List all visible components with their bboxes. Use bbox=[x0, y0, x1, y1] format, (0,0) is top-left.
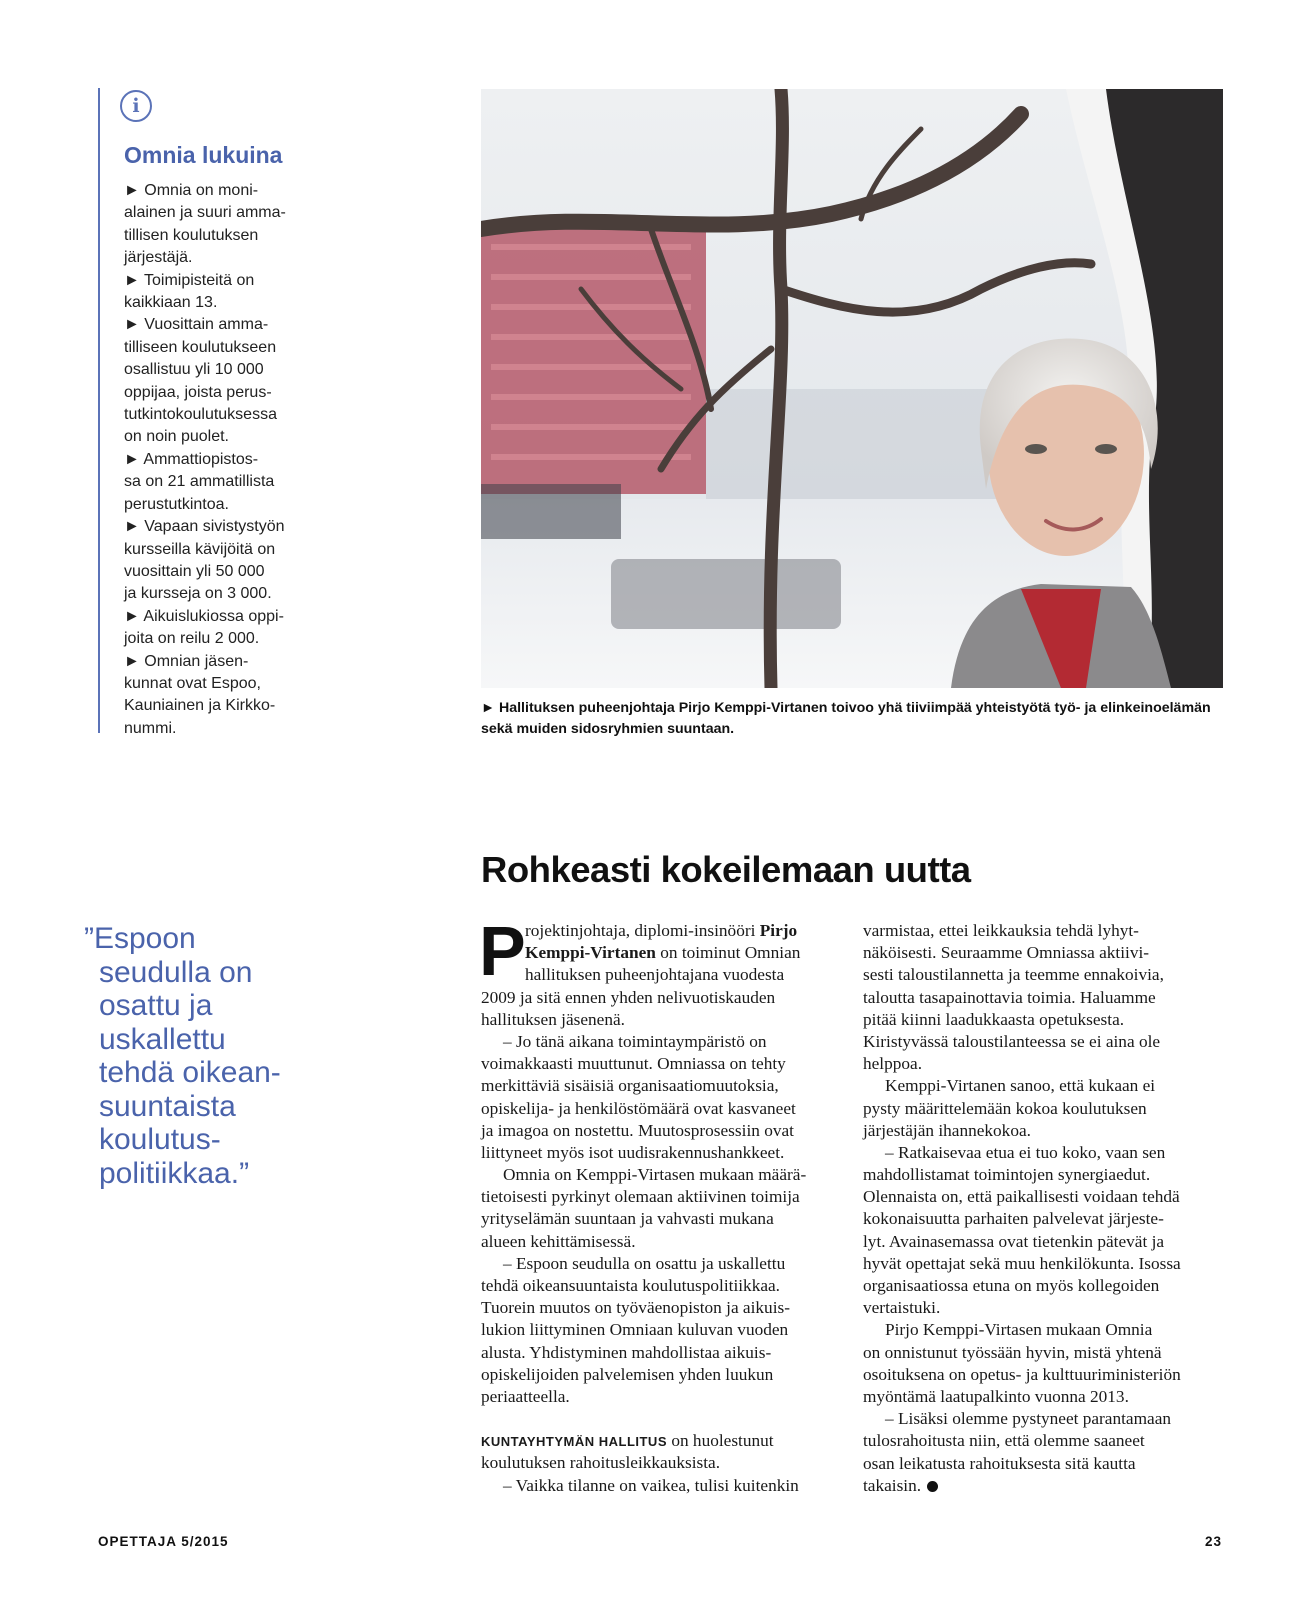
facts-line: ► Aikuislukiossa oppi- bbox=[124, 607, 284, 625]
article-headline: Rohkeasti kokeilemaan uutta bbox=[481, 849, 971, 890]
pull-quote-line: seudulla on bbox=[99, 955, 253, 989]
facts-line: osallistuu yli 10 000 bbox=[124, 361, 264, 379]
pull-quote-line: suuntaista bbox=[99, 1089, 236, 1123]
body-line: järjestäjän ihannekokoa. bbox=[863, 1120, 1031, 1140]
article-column-2 bbox=[863, 920, 1233, 1497]
body-line: Kemppi-Virtanen sanoo, että kukaan ei bbox=[885, 1076, 1156, 1096]
body-line bbox=[481, 942, 851, 964]
facts-box-title: Omnia lukuina bbox=[124, 142, 283, 168]
body-line: Olennaista on, että paikallisesti voidaan tehdä bbox=[863, 1187, 1180, 1207]
body-line: lukion liittyminen Omniaan kuluvan vuoden bbox=[481, 1320, 789, 1340]
facts-line: sa on 21 ammatillista bbox=[124, 473, 275, 491]
body-line: pysty määrittelemään kokoa koulutuksen bbox=[863, 1098, 1147, 1118]
body-line: ja imagoa on nostettu. Muutosprosessiin ovat bbox=[481, 1120, 794, 1140]
body-text: takaisin. bbox=[863, 1475, 922, 1495]
article-column-1 bbox=[479, 912, 851, 1497]
body-line: tulosrahoitusta niin, että olemme saaneet bbox=[863, 1431, 1145, 1451]
body-line: on onnistunut työssään hyvin, mistä yhtenä bbox=[863, 1342, 1162, 1362]
facts-line: kunnat ovat Espoo, bbox=[124, 674, 261, 692]
person-name: Pirjo bbox=[759, 921, 798, 940]
body-line: hallituksen puheenjohtajana vuodesta bbox=[525, 965, 785, 985]
facts-line: ► Vapaan sivistystyön bbox=[124, 518, 285, 536]
body-line: varmistaa, ettei leikkauksia tehdä lyhyt- bbox=[863, 921, 1139, 940]
body-line: yrityselämän suuntaan ja vahvasti mukana bbox=[481, 1209, 774, 1229]
pull-quote-line: uskallettu bbox=[99, 1022, 226, 1056]
body-line: – Jo tänä aikana toimintaympäristö on bbox=[503, 1031, 767, 1051]
pull-quote-line: politiikkaa.” bbox=[99, 1156, 250, 1190]
info-icon: i bbox=[120, 90, 152, 122]
facts-line: ja kursseja on 3 000. bbox=[124, 585, 272, 603]
facts-line: ► Ammattiopistos- bbox=[124, 450, 259, 468]
facts-line: kursseilla kävijöitä on bbox=[124, 540, 276, 558]
footer-publication: OPETTAJA 5/2015 bbox=[98, 1534, 229, 1549]
body-line: periaatteella. bbox=[481, 1386, 570, 1406]
pull-quote-line: ”Espoon bbox=[84, 922, 196, 955]
body-line: opiskelijoiden palvelemisen yhden luukun bbox=[481, 1364, 774, 1384]
body-line: näköisesti. Seuraamme Omniassa aktiivi- bbox=[863, 943, 1150, 963]
facts-line: tilliseen koulutukseen bbox=[124, 338, 277, 356]
body-line: merkittäviä sisäisiä organisaatiomuutoksia, bbox=[481, 1076, 779, 1096]
facts-line: perustutkintoa. bbox=[124, 495, 229, 513]
facts-line: järjestäjä. bbox=[124, 249, 193, 267]
facts-line: Kauniainen ja Kirkko- bbox=[124, 697, 276, 715]
body-text: on toiminut Omnian bbox=[655, 943, 801, 963]
facts-line: joita on reilu 2 000. bbox=[124, 630, 260, 648]
photo-caption: ► Hallituksen puheenjohtaja Pirjo Kemppi-Virtanen toivoo yhä tiiviimpää yhteistyötä työ- ja elinkeinoelämän sekä muiden sidosryhmien suuntaan. bbox=[481, 700, 1211, 737]
body-line: – Vaikka tilanne on vaikea, tulisi kuitenkin bbox=[503, 1475, 799, 1495]
facts-line: tutkintokoulutuksessa bbox=[124, 406, 277, 424]
body-line: lyt. Avainasemassa ovat tietenkin pätevät ja bbox=[863, 1231, 1165, 1251]
facts-line: ► Omnian jäsen- bbox=[124, 652, 249, 670]
body-line: taloutta tasapainottavia toimia. Haluamme bbox=[863, 987, 1156, 1007]
pull-quote-line: tehdä oikean- bbox=[99, 1056, 281, 1089]
pull-quote bbox=[84, 922, 364, 1190]
body-line: organisaatiossa etuna on myös kollegoiden bbox=[863, 1276, 1160, 1295]
section-lead: KUNTAYHTYMÄN HALLITUS bbox=[481, 1434, 667, 1450]
facts-line: on noin puolet. bbox=[124, 428, 229, 446]
facts-list bbox=[124, 180, 304, 740]
body-line: kokonaisuutta parhaiten palvelevat järjeste- bbox=[863, 1209, 1164, 1229]
pull-quote-line: osattu ja bbox=[99, 989, 213, 1022]
body-line: hyvät opettajat sekä muu henkilökunta. Isossa bbox=[863, 1253, 1181, 1273]
facts-box bbox=[98, 88, 310, 737]
drop-cap: P bbox=[479, 912, 526, 990]
person-name: Kemppi-Virtanen bbox=[525, 943, 656, 963]
facts-line: tillisen koulutuksen bbox=[124, 226, 259, 244]
facts-line: alainen ja suuri amma- bbox=[124, 204, 286, 222]
body-line: helppoa. bbox=[863, 1054, 923, 1074]
body-line: tietoisesti pyrkinyt olemaan aktiivinen toimija bbox=[481, 1187, 800, 1207]
facts-line: nummi. bbox=[124, 719, 177, 737]
facts-line: ► Vuosittain amma- bbox=[124, 316, 269, 334]
body-line: alusta. Yhdistyminen mahdollistaa aikuis- bbox=[481, 1342, 772, 1362]
body-line: opiskelija- ja henkilöstömäärä ovat kasvaneet bbox=[481, 1098, 796, 1118]
body-line: – Ratkaisevaa etua ei tuo koko, vaan sen bbox=[885, 1142, 1166, 1162]
body-line: myöntämä laatupalkinto vuonna 2013. bbox=[863, 1386, 1129, 1406]
body-line: Kiristyvässä taloustilanteessa se ei aina ole bbox=[863, 1031, 1161, 1051]
body-text: rojektinjohtaja, diplomi-insinööri bbox=[525, 921, 760, 940]
facts-line: ► Toimipisteitä on bbox=[124, 271, 255, 289]
body-line: – Espoon seudulla on osattu ja uskallettu bbox=[503, 1253, 786, 1273]
body-line: – Lisäksi olemme pystyneet parantamaan bbox=[885, 1409, 1172, 1429]
body-line: tehdä oikeansuuntaista koulutuspolitiikkaa. bbox=[481, 1276, 781, 1295]
facts-line: oppijaa, joista perus- bbox=[124, 383, 272, 401]
body-line: Pirjo Kemppi-Virtasen mukaan Omnia bbox=[885, 1320, 1153, 1340]
body-line bbox=[481, 920, 851, 942]
body-line: voimakkaasti muuttunut. Omniassa on tehty bbox=[481, 1054, 786, 1074]
facts-line: kaikkiaan 13. bbox=[124, 294, 218, 312]
body-line: sesti taloustilannetta ja teemme ennakoivia, bbox=[863, 965, 1164, 985]
paragraph-gap bbox=[481, 1408, 851, 1430]
body-line: Omnia on Kemppi-Virtasen mukaan määrä- bbox=[503, 1165, 807, 1185]
body-line: pitää kiinni laadukkaasta opetuksesta. bbox=[863, 1009, 1125, 1029]
body-line: vertaistuki. bbox=[863, 1298, 941, 1318]
facts-line: ► Omnia on moni- bbox=[124, 182, 259, 199]
body-line: hallituksen jäsenenä. bbox=[481, 1009, 625, 1029]
body-line: 2009 ja sitä ennen yhden nelivuotiskauden bbox=[481, 987, 776, 1007]
end-mark bbox=[927, 1481, 938, 1492]
body-line bbox=[863, 1475, 1233, 1497]
portrait-photo bbox=[481, 89, 1223, 688]
body-text: on huolestunut bbox=[667, 1431, 774, 1451]
body-line: liittyneet myös isot uudisrakennushankkeet. bbox=[481, 1142, 785, 1162]
facts-line: vuosittain yli 50 000 bbox=[124, 562, 265, 580]
body-line: alueen kehittämisessä. bbox=[481, 1231, 636, 1251]
body-line: koulutuksen rahoitusleikkauksista. bbox=[481, 1453, 721, 1473]
pull-quote-line: koulutus- bbox=[99, 1123, 221, 1156]
body-line: osoituksena on opetus- ja kulttuuriministeriön bbox=[863, 1364, 1181, 1384]
body-line: Tuorein muutos on työväenopiston ja aikuis- bbox=[481, 1298, 790, 1318]
body-line: mahdollistamat toimintojen synergiaedut. bbox=[863, 1165, 1151, 1185]
page-number: 23 bbox=[1205, 1534, 1223, 1549]
body-line: osan leikatusta rahoituksesta sitä kautta bbox=[863, 1453, 1136, 1473]
body-line bbox=[481, 1430, 851, 1452]
